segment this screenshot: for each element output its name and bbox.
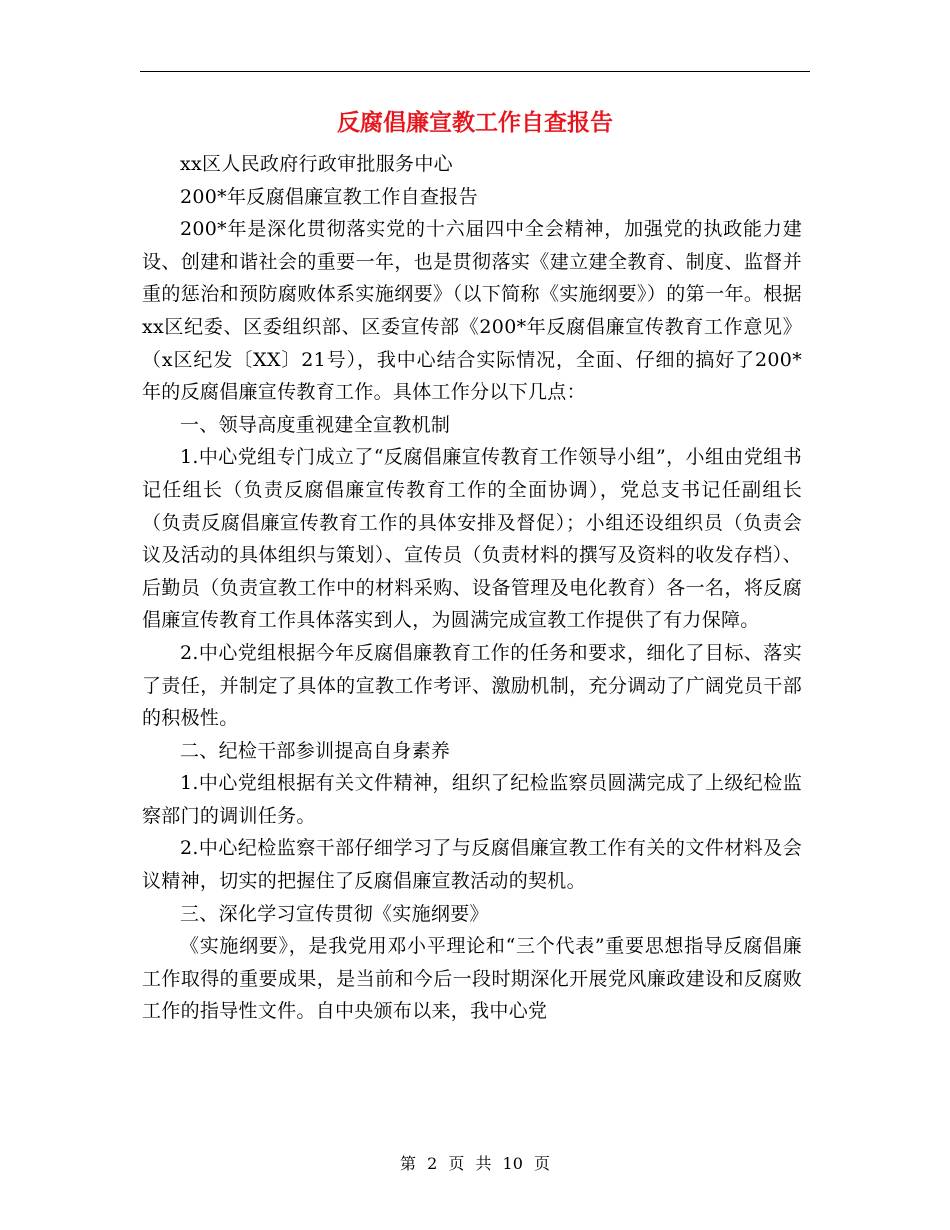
issuer-line: xx区人民政府行政审批服务中心: [180, 153, 453, 175]
section-1-item-2: 2.中心党组根据今年反腐倡廉教育工作的任务和要求，细化了目标、落实了责任，并制定了具体的宣教工作考评、激励机制，充分调动了广阔党员干部的积极性。: [142, 641, 802, 730]
section-3-paragraph: 《实施纲要》，是我党用邓小平理论和“三个代表”重要思想指导反腐倡廉工作取得的重要成果，是当前和今后一段时期深化开展党风廉政建设和反腐败工作的指导性文件。自中央颁布以来，我中心党: [142, 935, 802, 1023]
section-heading-2: 二、纪检干部参训提高自身素养: [180, 739, 451, 762]
document-body: [142, 148, 802, 1028]
intro-paragraph: 200*年是深化贯彻落实党的十六届四中全会精神，加强党的执政能力建设、创建和谐社会的重要一年，也是贯彻落实《建立建全教育、制度、监督并重的惩治和预防腐败体系实施纲要》（以下简称《实施纲要》）的第一年。根据xx区纪委、区委组织部、区委宣传部《200*年反腐倡廉宣传教育工作意见》（x区纪发〔XX〕21号），我中心结合实际情况，全面、仔细的搞好了200*年的反腐倡廉宣传教育工作。具体工作分以下几点：: [142, 218, 802, 404]
header-rule: [140, 71, 810, 72]
report-subtitle: 200*年反腐倡廉宣教工作自查报告: [180, 185, 478, 208]
page-number-footer: 第 2 页 共 10 页: [400, 1154, 550, 1173]
section-2-item-1: 1.中心党组根据有关文件精神，组织了纪检监察员圆满完成了上级纪检监察部门的调训任务。: [142, 772, 802, 827]
section-1-item-1: 1.中心党组专门成立了“反腐倡廉宣传教育工作领导小组”，小组由党组书记任组长（负责反腐倡廉宣传教育工作的全面协调），党总支书记任副组长（负责反腐倡廉宣传教育工作的具体安排及督促）；小组还设组织员（负责会议及活动的具体组织与策划）、宣传员（负责材料的撰写及资料的收发存档）、后勤员（负责宣教工作中的材料采购、设备管理及电化教育）各一名，将反腐倡廉宣传教育工作具体落实到人，为圆满完成宣教工作提供了有力保障。: [142, 446, 802, 632]
section-2-item-2: 2.中心纪检监察干部仔细学习了与反腐倡廉宣教工作有关的文件材料及会议精神，切实的把握住了反腐倡廉宣教活动的契机。: [142, 837, 802, 893]
section-heading-1: 一、领导高度重视建全宣教机制: [180, 413, 451, 436]
section-heading-3: 三、深化学习宣传贯彻《实施纲要》: [180, 902, 489, 925]
document-title: 反腐倡廉宣教工作自查报告: [337, 109, 613, 136]
